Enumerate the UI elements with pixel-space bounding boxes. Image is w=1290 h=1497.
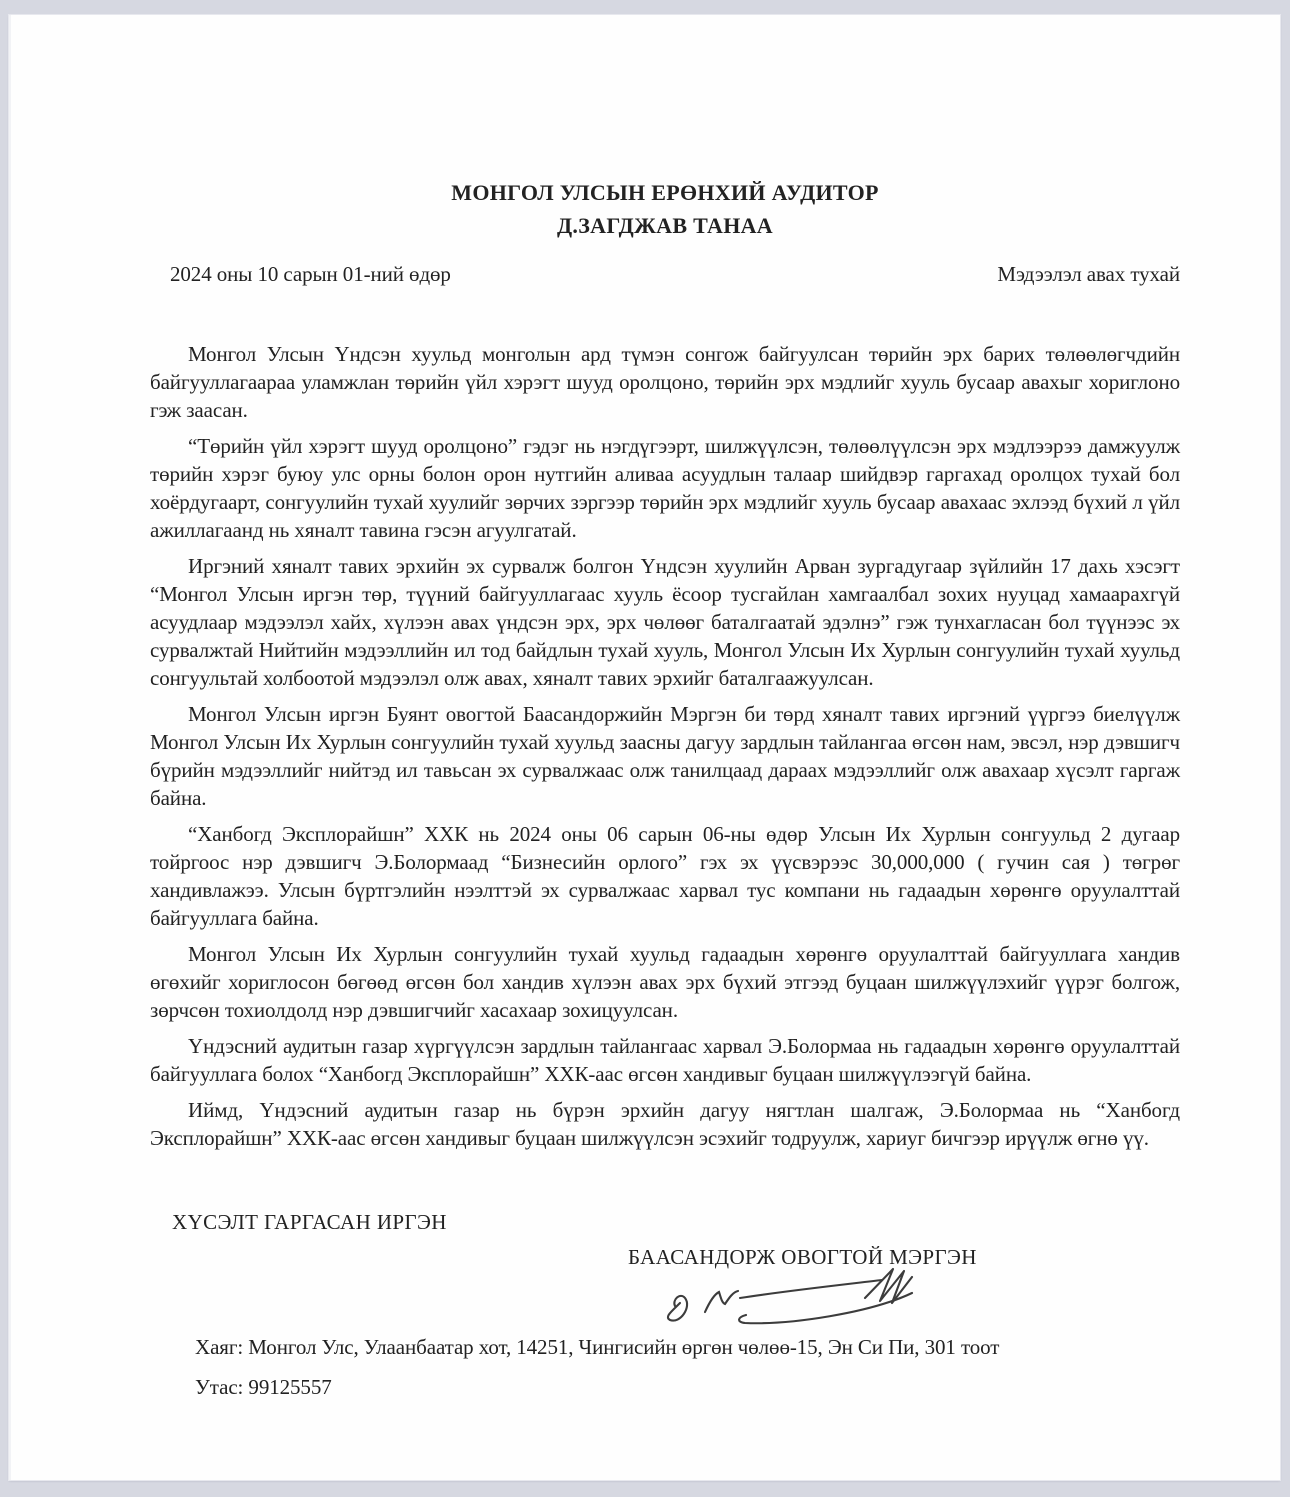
signature-area [650, 1267, 1180, 1329]
letter-page [9, 15, 1280, 1480]
letter-title [150, 176, 1180, 242]
requester-label: ХҮСЭЛТ ГАРГАСАН ИРГЭН [172, 1210, 447, 1234]
paragraph: Монгол Улсын иргэн Буянт овогтой Баасандоржийн Мэргэн би төрд хяналт тавих иргэний үүргээ биелүүлж Монгол Улсын Их Хурлын сонгуулийн тухай хуульд заасны дагуу зардлын тайлангаа өгсөн нам, эвсэл, нэр дэвшигч бүрийн мэдээллийг нийтэд ил тавьсан эх сурвалжаас олж танилцаад дараах мэдээллийг олж авахаар хүсэлт гаргаж байна. [150, 702, 1180, 810]
signatory-name: БААСАНДОРЖ ОВОГТОЙ МЭРГЭН [628, 1245, 977, 1269]
address-line: Хаяг: Монгол Улс, Улаанбаатар хот, 14251, Чингисийн өргөн чөлөө-15, Эн Си Пи, 301 тоот [195, 1335, 1000, 1359]
letter-date: 2024 оны 10 сарын 01-ний өдөр [170, 262, 451, 286]
letter-body [150, 340, 1180, 1152]
paragraph: Монгол Улсын Үндсэн хуульд монголын ард түмэн сонгож байгуулсан төрийн эрх барих төлөөлөгчдийн байгууллагаараа уламжлан төрийн үйл хэрэгт шууд оролцоно, төрийн эрх мэдлийг хууль бусаар авахыг хориглоно гэж заасан. [150, 342, 1180, 422]
paragraph: Монгол Улсын Их Хурлын сонгуулийн тухай хуульд гадаадын хөрөнгө оруулалттай байгууллага хандив өгөхийг хориглосон бөгөөд өгсөн бол хандив хүлээн авах эрх бүхий этгээд буцаан шилжүүлэхийг үүрэг болгож, зөрчсөн тохиолдолд нэр дэвшигчийг хасахаар зохицуулсан. [150, 942, 1180, 1022]
paragraph: “Ханбогд Эксплорайшн” ХХК нь 2024 оны 06 сарын 06-ны өдөр Улсын Их Хурлын сонгуульд 2 дугаар тойргоос нэр дэвшигч Э.Болормаад “Бизнесийн орлого” гэх эх үүсвэрээс 30,000,000 ( гучин сая ) төгрөг хандивлажээ. Улсын бүртгэлийн нээлттэй эх сурвалжаас харвал тус компани нь гадаадын хөрөнгө оруулалттай байгууллага байна. [150, 822, 1180, 930]
letter-footer [150, 1208, 1180, 1401]
phone-line: Утас: 99125557 [195, 1375, 332, 1399]
paragraph: “Төрийн үйл хэрэгт шууд оролцоно” гэдэг нь нэгдүгээрт, шилжүүлсэн, төлөөлүүлсэн эрх мэдлээрээ дамжуулж төрийн хэрэг буюу улс орны болон орон нутгийн аливаа асуудлын талаар шийдвэр гаргахад оролцох тухай бол хоёрдугаарт, сонгуулийн тухай хуулийг зөрчих зэргээр төрийн эрх мэдлийг хууль бусаар авахаас эхлээд бүхий л үйл ажиллагаанд нь хяналт тавина гэсэн агуулгатай. [150, 434, 1180, 542]
letter-subject: Мэдээлэл авах тухай [997, 262, 1180, 286]
paragraph: Иймд, Үндэсний аудитын газар нь бүрэн эрхийн дагуу нягтлан шалгаж, Э.Болормаа нь “Ханбогд Эксплорайшн” ХХК-аас өгсөн хандивыг буцаан шилжүүлсэн эсэхийг тодруулж, хариуг бичгээр ирүүлж өгнө үү. [150, 1098, 1180, 1150]
paragraph: Үндэсний аудитын газар хүргүүлсэн зардлын тайлангаас харвал Э.Болормаа нь гадаадын хөрөнгө оруулалттай байгууллага болох “Ханбогд Эксплорайшн” ХХК-аас өгсөн хандивыг буцаан шилжүүлээгүй байна. [150, 1034, 1180, 1086]
signature-scrawl-icon [650, 1267, 980, 1329]
title-line-2: Д.ЗАГДЖАВ ТАНАА [556, 213, 773, 238]
title-line-1: МОНГОЛ УЛСЫН ЕРӨНХИЙ АУДИТОР [451, 180, 879, 205]
letter-content [9, 15, 1280, 1480]
meta-row [150, 260, 1180, 288]
paragraph: Иргэний хяналт тавих эрхийн эх сурвалж болгон Үндсэн хуулийн Арван зургадугаар зүйлийн 17 дахь хэсэгт “Монгол Улсын иргэн төр, түүний байгууллагаас хууль ёсоор тусгайлан хамгаалбал зохих нууцад хамаарахгүй асуудлаар мэдээлэл хайх, хүлээн авах үндсэн эрх, эрх чөлөөг баталгаатай эдэлнэ” гэж тунхагласан бол түүнээс эх сурвалжтай Нийтийн мэдээллийн ил тод байдлын тухай хууль, Монгол Улсын Их Хурлын сонгуулийн тухай хуульд сонгуультай холбоотой мэдээлэл олж авах, хяналт тавих эрхийг баталгаажуулсан. [150, 554, 1180, 690]
